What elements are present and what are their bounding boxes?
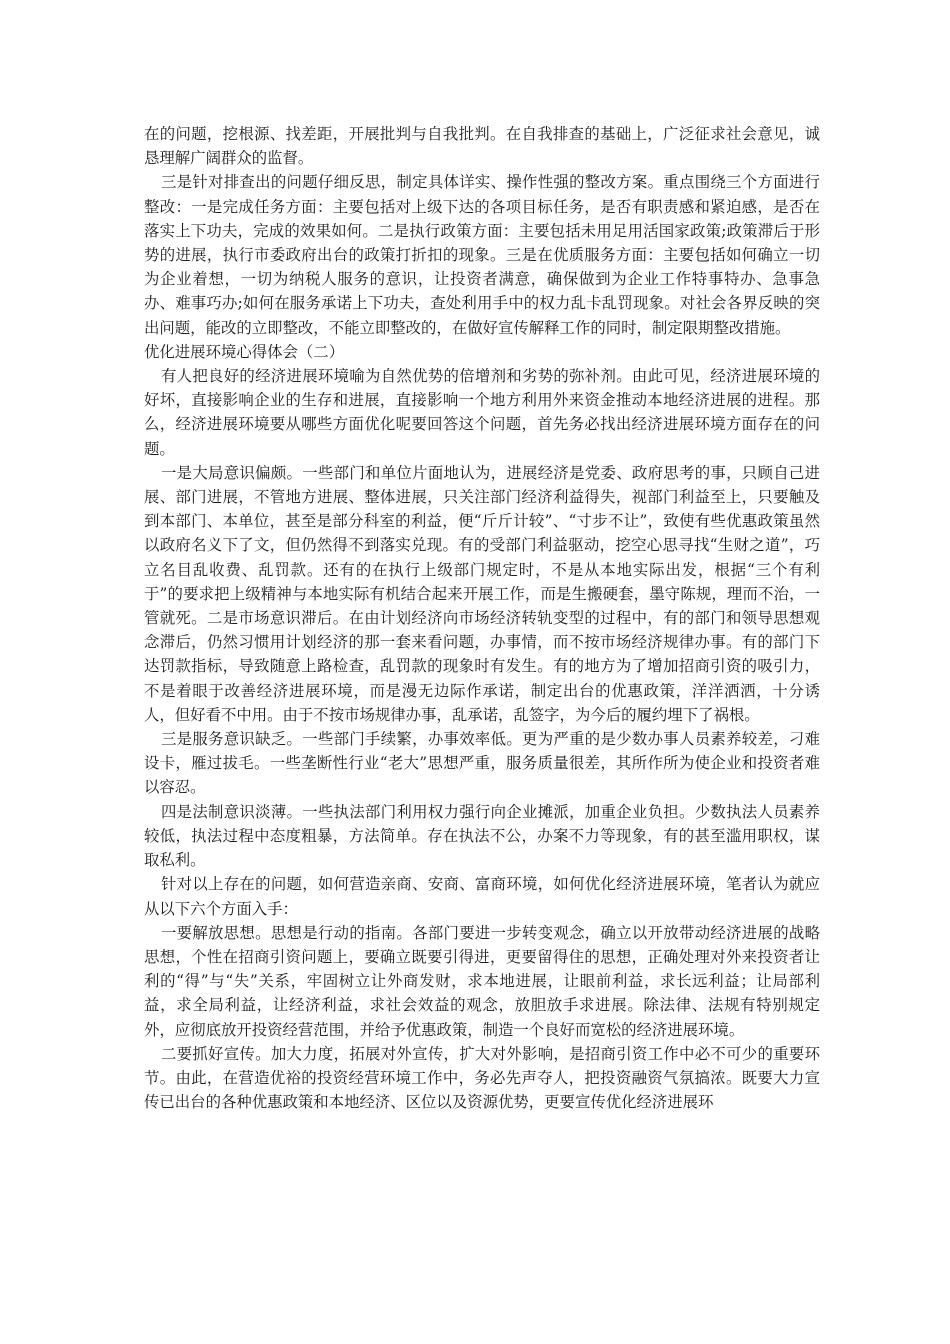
- paragraph-solution-2: 二要抓好宣传。加大力度，拓展对外宣传，扩大对外影响，是招商引资工作中必不可少的重要环节。由此，在营造优裕的投资经营环境工作中，务必先声夺人，把投资融资气氛搞浓。既要大力宣传已出台的各种优惠政策和本地经济、区位以及资源优势，更要宣传优化经济进展环: [144, 1044, 820, 1112]
- paragraph-problem-4: 四是法制意识淡薄。一些执法部门利用权力强行向企业摊派，加重企业负担。少数执法人员素养较低，执法过程中态度粗暴，方法简单。存在执法不公，办案不力等现象，有的甚至滥用职权，谋取私利。: [144, 802, 820, 870]
- section-heading: 优化进展环境心得体会（二）: [144, 342, 345, 361]
- paragraph-solution-1: 一要解放思想。思想是行动的指南。各部门要进一步转变观念，确立以开放带动经济进展的战略思想，个性在招商引资问题上，要确立既要引得进，更要留得住的思想，正确处理对外来投资者让利的“得”与“失”关系，牢固树立让外商发财，求本地进展，让眼前利益，求长远利益；让局部利益，求全局利益，让经济利益，求社会效益的观念，放胆放手求进展。除法律、法规有特别规定外，应彻底放开投资经营范围，并给予优惠政策，制造一个良好而宽松的经济进展环境。: [144, 923, 820, 1039]
- paragraph-solutions-intro: 针对以上存在的问题，如何营造亲商、安商、富商环境，如何优化经济进展环境，笔者认为就应从以下六个方面入手：: [144, 875, 820, 918]
- paragraph-problem-3: 三是服务意识缺乏。一些部门手续繁，办事效率低。更为严重的是少数办事人员素养较差，刁难设卡，雁过拔毛。一些垄断性行业“老大”思想严重，服务质量很差，其所作所为使企业和投资者难以容忍。: [144, 730, 820, 797]
- paragraph-intro: 有人把良好的经济进展环境喻为自然优势的倍增剂和劣势的弥补剂。由此可见，经济进展环境的好坏，直接影响企业的生存和进展，直接影响一个地方利用外来资金推动本地经济进展的进程。那么，经济进展环境要从哪些方面优化呢要回答这个问题，首先务必找出经济进展环境方面存在的问题。: [144, 367, 820, 458]
- document-page: [144, 122, 820, 1114]
- paragraph-continuation: 在的问题，挖根源、找差距，开展批判与自我批判。在自我排查的基础上，广泛征求社会意见，诚恳理解广阔群众的监督。: [144, 125, 820, 168]
- paragraph-rectification-plan: 三是针对排查出的问题仔细反思，制定具体详实、操作性强的整改方案。重点围绕三个方面进行整改：一是完成任务方面：主要包括对上级下达的各项目标任务，是否有职责感和紧迫感，是否在落实上下功夫，完成的效果如何。二是执行政策方面：主要包括未用足用活国家政策;政策滞后于形势的进展，执行市委政府出台的政策打折扣的现象。三是在优质服务方面：主要包括如何确立一切为企业着想，一切为纳税人服务的意识，让投资者满意，确保做到为企业工作特事特办、急事急办、难事巧办;如何在服务承诺上下功夫，查处利用手中的权力乱卡乱罚现象。对社会各界反映的突出问题，能改的立即整改，不能立即整改的，在做好宣传解释工作的同时，制定限期整改措施。: [144, 173, 820, 337]
- paragraph-problems-1-2: 一是大局意识偏颇。一些部门和单位片面地认为，进展经济是党委、政府思考的事，只顾自己进展、部门进展，不管地方进展、整体进展，只关注部门经济利益得失，视部门利益至上，只要触及到本部门、本单位，甚至是部分科室的利益，便“斤斤计较”、“寸步不让”，致使有些优惠政策虽然以政府名义下了文，但仍然得不到落实兑现。有的受部门利益驱动，挖空心思寻找“生财之道”，巧立名目乱收费、乱罚款。还有的在执行上级部门规定时，不是从本地实际出发，根据“三个有利于”的要求把上级精神与本地实际有机结合起来开展工作，而是生搬硬套，墨守陈规，理而不治，一管就死。二是市场意识滞后。在由计划经济向市场经济转轨变型的过程中，有的部门和领导思想观念滞后，仍然习惯用计划经济的那一套来看问题，办事情，而不按市场经济规律办事。有的部门下达罚款指标，导致随意上路检查，乱罚款的现象时有发生。有的地方为了增加招商引资的吸引力，不是着眼于改善经济进展环境，而是漫无边际作承诺，制定出台的优惠政策，洋洋洒洒，十分诱人，但好看不中用。由于不按市场规律办事，乱承诺，乱签字，为今后的履约埋下了祸根。: [144, 463, 820, 724]
